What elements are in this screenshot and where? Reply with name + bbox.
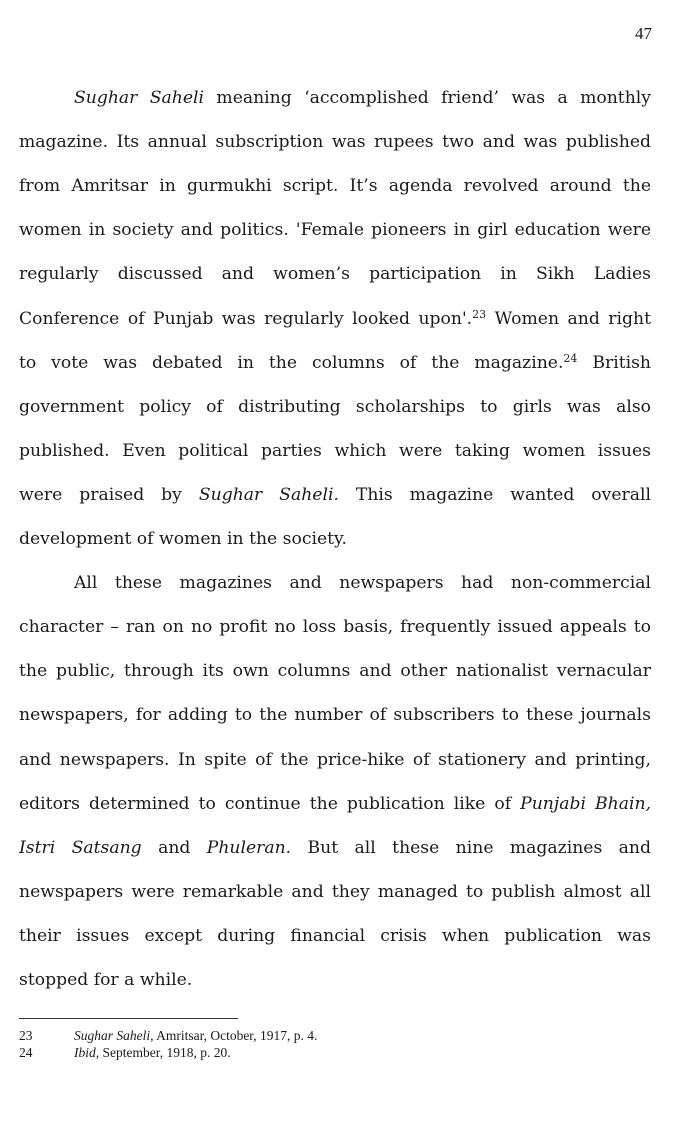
text-run: stopped for a while.	[19, 970, 193, 990]
paragraph-2-line-9	[19, 925, 651, 947]
text-run: Women and right	[486, 308, 651, 329]
text-run: newspapers, for adding to the number of subscribers to these journals	[19, 705, 651, 726]
text-run: and newspapers. In spite of the price-hike of stationery and printing,	[19, 749, 651, 770]
paragraph-1-line-5	[19, 263, 651, 285]
text-run: character – ran on no profit no loss basis, frequently issued appeals to	[19, 617, 651, 638]
text-run: the public, through its own columns and other nationalist vernacular	[19, 661, 651, 682]
footnote-divider	[19, 1018, 238, 1019]
text-run: from Amritsar in gurmukhi script. It’s agenda revolved around the	[19, 176, 651, 197]
text-run: regularly discussed and women’s participation in Sikh Ladies	[19, 264, 651, 285]
paragraph-2-line-7	[19, 837, 651, 859]
paragraph-1-line-11	[19, 528, 651, 550]
text-run: All these magazines and newspapers had non-commercial	[74, 573, 651, 594]
paragraph-1-line-2	[19, 131, 651, 153]
text-run: development of women in the society.	[19, 529, 347, 549]
paragraph-1-line-7	[19, 352, 651, 374]
paragraph-1-line-8	[19, 396, 651, 418]
footnote-source: Sughar Saheli,	[74, 1028, 154, 1043]
paragraph-2-line-4	[19, 704, 651, 726]
text-run: But all these nine magazines and	[291, 837, 651, 858]
text-run: Sughar Saheli.	[198, 484, 339, 505]
footnote-detail: September, 1918, p. 20.	[99, 1045, 231, 1060]
paragraph-2-line-8	[19, 881, 651, 903]
text-run: Sughar Saheli	[74, 88, 205, 108]
text-run: newspapers were remarkable and they managed to publish almost all	[19, 881, 651, 902]
paragraph-1-line-10	[19, 484, 651, 506]
footnote-number: 24	[19, 1045, 33, 1060]
paragraph-2-line-6	[19, 793, 651, 815]
page-number: 47	[635, 24, 652, 43]
text-run: Istri Satsang	[19, 837, 142, 858]
text-run: published. Even political parties which were taking women issues	[19, 440, 651, 461]
footnote-number: 23	[19, 1028, 33, 1043]
paragraph-2-line-2	[19, 616, 651, 638]
paragraph-2-line-5	[19, 749, 651, 771]
text-run: Conference of Punjab was regularly looked upon'.	[19, 308, 473, 329]
footnote-24	[19, 1045, 231, 1061]
text-run: Punjabi Bhain,	[520, 793, 651, 814]
paragraph-1-line-6	[19, 308, 651, 330]
footnote-ref: 24	[563, 351, 578, 365]
paragraph-2-line-10	[19, 969, 651, 991]
text-run: and	[141, 837, 207, 858]
footnote-detail: Amritsar, October, 1917, p. 4.	[153, 1028, 318, 1043]
text-run: meaning ‘accomplished friend’ was a monthly	[204, 88, 651, 108]
text-run: editors determined to continue the publication like of	[19, 793, 521, 814]
paragraph-2-line-3	[19, 660, 651, 682]
text-run: magazine. Its annual subscription was rupees two and was published	[19, 132, 651, 153]
footnote-23	[19, 1028, 317, 1044]
footnote-ref: 23	[472, 307, 487, 321]
text-run: their issues except during financial crisis when publication was	[19, 925, 651, 946]
paragraph-2-line-1	[74, 572, 651, 594]
paragraph-1-line-9	[19, 440, 651, 462]
text-run: were praised by	[19, 484, 199, 505]
text-run: to vote was debated in the columns of the magazine.	[19, 352, 564, 373]
footnote-source: Ibid,	[74, 1045, 100, 1060]
paragraph-1-line-3	[19, 175, 651, 197]
text-run: Phuleran.	[206, 837, 292, 858]
paragraph-1-line-4	[19, 219, 651, 241]
paragraph-1-line-1	[74, 87, 651, 109]
text-run: women in society and politics. 'Female pioneers in girl education were	[19, 220, 651, 241]
text-run: government policy of distributing scholarships to girls was also	[19, 396, 651, 417]
text-run: British	[577, 352, 651, 373]
text-run: This magazine wanted overall	[338, 484, 651, 505]
